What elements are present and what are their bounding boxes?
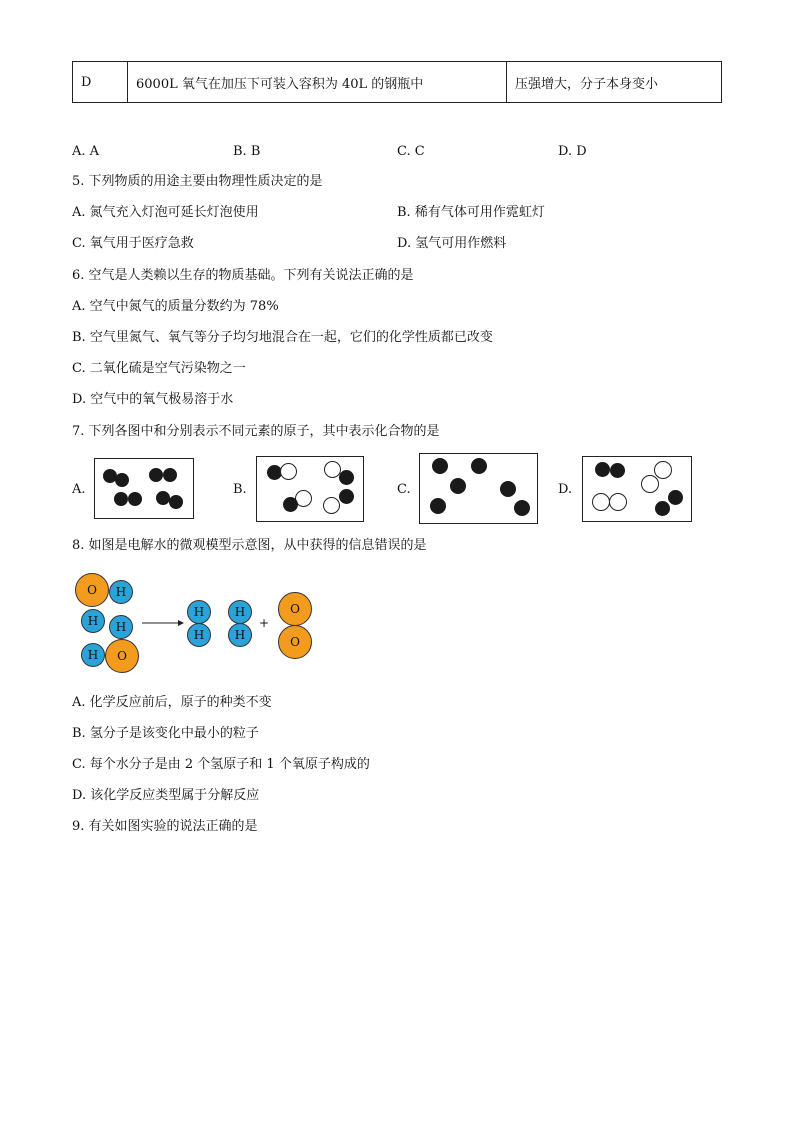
black-atom (339, 489, 354, 504)
hydrogen-atom: H (109, 580, 133, 604)
arrow-right-icon (142, 618, 184, 628)
table-cell-explanation: 压强增大，分子本身变小 (507, 62, 722, 103)
table-cell-fact: 6000L 氧气在加压下可装入容积为 40L 的钢瓶中 (128, 62, 507, 103)
white-atom (592, 493, 610, 511)
q5-option-c: C. 氧气用于医疗急救 (72, 236, 194, 251)
black-atom (595, 462, 610, 477)
q7-label-b: B. (233, 482, 247, 497)
black-atom (149, 468, 163, 482)
hydrogen-atom: H (187, 623, 211, 647)
q4-option-b: B. B (233, 144, 261, 159)
q8-option-b: B. 氢分子是该变化中最小的粒子 (72, 726, 259, 741)
black-atom (163, 468, 177, 482)
table-row (73, 62, 722, 103)
black-atom (114, 492, 128, 506)
black-atom (500, 481, 516, 497)
black-atom (430, 498, 446, 514)
q8-option-a: A. 化学反应前后，原子的种类不变 (72, 695, 272, 710)
black-atom (339, 470, 354, 485)
black-atom (156, 491, 170, 505)
hydrogen-atom: H (187, 600, 211, 624)
q6-option-a: A. 空气中氮气的质量分数约为 78% (72, 299, 279, 314)
q5-stem: 5. 下列物质的用途主要由物理性质决定的是 (72, 174, 323, 189)
black-atom (471, 458, 487, 474)
q7-box-d (582, 456, 692, 522)
q5-option-b: B. 稀有气体可用作霓虹灯 (397, 205, 545, 220)
black-atom (514, 500, 530, 516)
white-atom (323, 497, 340, 514)
oxygen-atom: O (278, 625, 312, 659)
q6-option-d: D. 空气中的氧气极易溶于水 (72, 392, 234, 407)
q4-option-c: C. C (397, 144, 425, 159)
oxygen-atom: O (75, 573, 109, 607)
q7-box-b (256, 456, 364, 522)
q6-stem: 6. 空气是人类赖以生存的物质基础。下列有关说法正确的是 (72, 268, 414, 283)
answer-table (72, 61, 722, 103)
black-atom (115, 473, 129, 487)
table-cell-option: D (73, 62, 128, 103)
q5-option-d: D. 氢气可用作燃料 (397, 236, 507, 251)
q6-option-b: B. 空气里氮气、氧气等分子均匀地混合在一起，它们的化学性质都已改变 (72, 330, 493, 345)
q7-label-d: D. (558, 482, 573, 497)
q7-box-c (419, 453, 538, 524)
q5-option-a: A. 氮气充入灯泡可延长灯泡使用 (72, 205, 259, 220)
black-atom (432, 458, 448, 474)
plus-sign: + (259, 616, 270, 630)
hydrogen-atom: H (109, 615, 133, 639)
black-atom (668, 490, 683, 505)
q4-option-a: A. A (72, 144, 100, 159)
oxygen-atom: O (105, 639, 139, 673)
hydrogen-atom: H (81, 643, 105, 667)
q7-stem: 7. 下列各图中和分别表示不同元素的原子，其中表示化合物的是 (72, 424, 440, 439)
black-atom (655, 501, 670, 516)
q7-label-a: A. (72, 482, 86, 497)
oxygen-atom: O (278, 592, 312, 626)
black-atom (610, 463, 625, 478)
white-atom (641, 475, 659, 493)
hydrogen-atom: H (228, 623, 252, 647)
hydrogen-atom: H (228, 600, 252, 624)
white-atom (654, 461, 672, 479)
q4-option-d: D. D (558, 144, 587, 159)
q6-option-c: C. 二氧化硫是空气污染物之一 (72, 361, 246, 376)
black-atom (128, 492, 142, 506)
white-atom (280, 463, 297, 480)
white-atom (609, 493, 627, 511)
black-atom (169, 495, 183, 509)
hydrogen-atom: H (81, 609, 105, 633)
q7-box-a (94, 458, 194, 519)
q8-option-c: C. 每个水分子是由 2 个氢原子和 1 个氧原子构成的 (72, 757, 370, 772)
q8-option-d: D. 该化学反应类型属于分解反应 (72, 788, 260, 803)
electrolysis-diagram (72, 570, 332, 680)
q9-stem: 9. 有关如图实验的说法正确的是 (72, 819, 258, 834)
q7-label-c: C. (397, 482, 411, 497)
q8-stem: 8. 如图是电解水的微观模型示意图，从中获得的信息错误的是 (72, 538, 427, 553)
black-atom (450, 478, 466, 494)
black-atom (283, 497, 298, 512)
